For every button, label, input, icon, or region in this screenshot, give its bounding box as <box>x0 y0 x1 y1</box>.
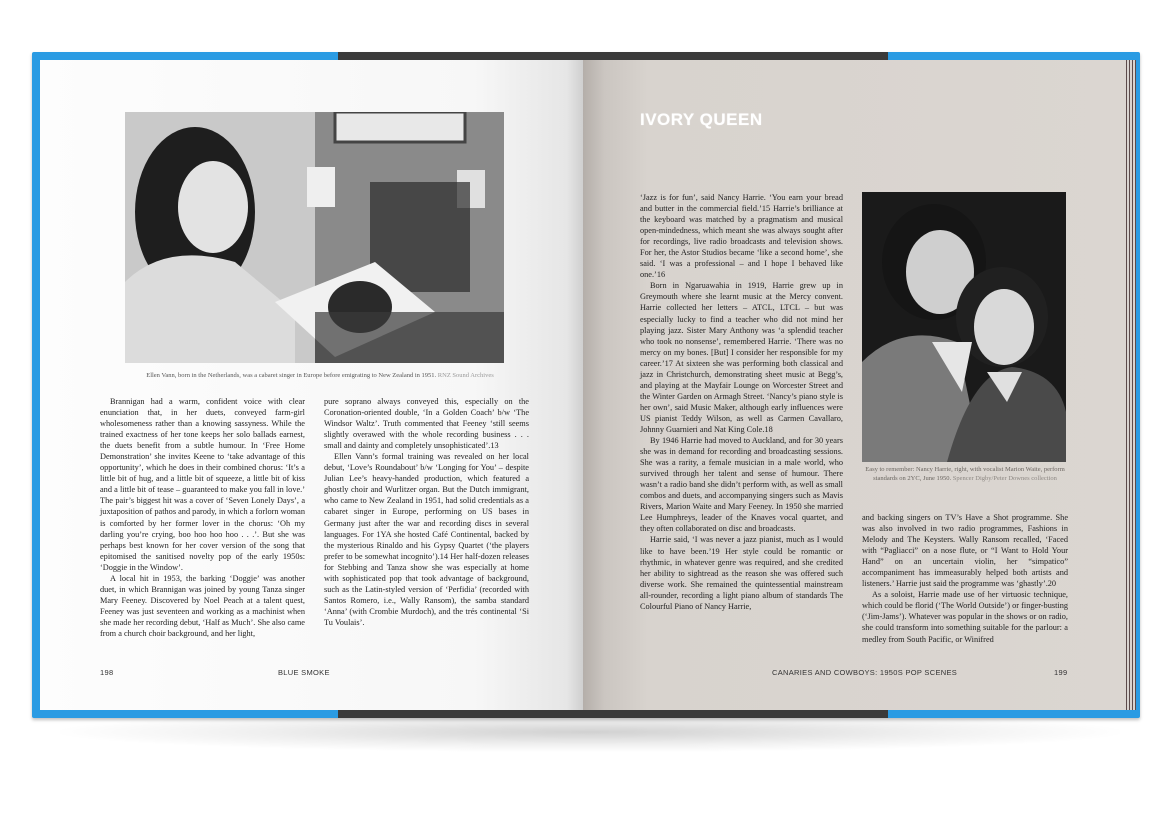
caption-credit: RNZ Sound Archives <box>437 372 494 379</box>
photo-ellen-vann <box>125 112 504 363</box>
paragraph: ‘Jazz is for fun’, said Nancy Harrie. ‘You earn your bread and butter in the commercial field.’15 Harrie’s brilliance at the keyboard was matched by a pragmatism and musical open-mindedness, which meant she was always sought after for recordings, live radio broadcasts and television shows. For her, the Astor Studios became ‘like a second home’, she said. ‘I was a professional – and I hope I behaved like one.’16 <box>640 193 843 280</box>
paragraph: Harrie said, ‘I was never a jazz pianist, much as I would like to have been.’19 Her style could be romantic or rhythmic, in whatever genre was required, and she credited her ability to sightread as the reason she was offered such diverse work. She remained the quintessential mainstream all-rounder, recording a light piano album of standards The Colourful Piano of Nancy Harrie, <box>640 535 843 611</box>
page-number-right: 199 <box>1054 668 1068 677</box>
paragraph: As a soloist, Harrie made use of her virtuosic technique, which could be florid (‘The World Outside’) or finger-busting (‘Jim-Jams’). Whatever was popular in the shows or on radio, she could transform into something suitable for the parlour: a medley from South Pacific, or Winifred <box>862 590 1068 644</box>
paragraph: Born in Ngaruawahia in 1919, Harrie grew up in Greymouth where she learnt music at the Mercy convent. Harrie collected her letters – ATCL, LTCL – but was especially lucky to find a teacher who did not mind her playing jazz. Sister Mary Anthony was ‘a splendid teacher who took no nonsense’, remembered Harrie. ‘There was no mercy on my bones. [But] I consider her responsible for my career.’17 At sixteen she was performing both classical and jazz in Christchurch, demonstrating sheet music at Begg’s, and playing at the Mayfair Lounge on Worcester Street and the Winter Garden on Armagh Street. ‘Nancy’s piano style is her own’, said Music Maker, although early influences were US pianist Teddy Wilson, as well as Carmen Cavallaro, Johnny Guarnieri and Nat King Cole.18 <box>640 281 843 434</box>
left-column-2 <box>324 396 529 628</box>
paragraph: Brannigan had a warm, confident voice with clear enunciation that, in her duets, conveyed farm-girl wholesomeness rather than a knowing sassyness. While the trained exactness of her tone keeps her solo ballads earnest, the duets benefit from a subtle humour. In ‘Free Home Demonstration’ she invites Keene to ‘take advantage of this opportunity’, which he does in their combined chorus: ‘It’s a little bit of hug, and a little bit of squeeze, a little bit of kiss and a little bit of tease – guaranteed to make you fall in love.’ The pair’s biggest hit was a cover of ‘Seven Lonely Days’, a juxtaposition of pathos and parody, in which a forlorn woman is comforted by her former lover in the chorus: ‘Oh my darling you’re crying, boo hoo hoo hoo . . .’. But she was perhaps best known for her cover version of the song that epitomised the sanitised novelty pop of the early 1950s: ‘Doggie in the Window’. <box>100 397 305 572</box>
photo-caption-right <box>862 466 1068 483</box>
caption-text: Ellen Vann, born in the Netherlands, was a cabaret singer in Europe before emigrating to New Zealand in 1951. <box>146 372 437 379</box>
spine-bottom <box>338 710 888 718</box>
page-edges <box>1126 60 1136 710</box>
paragraph: By 1946 Harrie had moved to Auckland, and for 30 years she was in demand for recording and broadcasting sessions. She was a rarity, a female musician in a male world, who survived through her talent and sense of humour. There wasn’t a radio band she didn’t perform with, as well as small combos and duets, and accompanying singers such as Mavis Rivers, Marion Waite and Mary Feeney. In 1950 she married Lee Humphreys, leader of the Knaves vocal quartet, and they often collaborated on disc and broadcasts. <box>640 436 843 534</box>
spine-top <box>338 52 888 60</box>
paragraph: A local hit in 1953, the barking ‘Doggie’ was another duet, in which Brannigan was joined by young Tanza singer Mary Feeney. Discovered by Noel Peach at a talent quest, Feeney was just seventeen and working as a machinist when she made her recording debut, ‘Half as Much’. She also came from a church choir background, and her light, <box>100 573 305 638</box>
photo-ellen-vann-illustration <box>125 112 504 363</box>
paragraph: Ellen Vann’s formal training was revealed on her local debut, ‘Love’s Roundabout’ b/w ‘Longing for You’ – despite Julian Lee’s heavy-handed production, which featured a ghostly choir and Wurlitzer organ. But the Dutch immigrant, who came to New Zealand in 1951, had solid credentials as a cabaret singer in Europe, performing on US bases in Germany just after the war and recording discs in several languages. For 1YA she hosted Café Continental, backed by the mysterious Rinaldo and his Gypsy Quartet (‘the players prefer to be somewhat incognito’).14 Her half-dozen releases for Stebbing and Tanza show she was especially at home with sophisticated pop that took advantage of background, such as the Latin-styled version of ‘Perfidia’ (recorded with Santos Romero, i.e., Wally Ransom), the samba standard ‘Anna’ (with Crombie Murdoch), and the trés continental ‘Si Tu Voulais’. <box>324 452 529 627</box>
running-head-left: BLUE SMOKE <box>278 668 330 677</box>
section-title: IVORY QUEEN <box>640 110 763 129</box>
right-column-1 <box>640 192 843 612</box>
paragraph: and backing singers on TV’s Have a Shot programme. She was also involved in two radio programmes, Fashions in Melody and The Keysters. Wally Ransom recalled, ‘Faced with “Pagliacci” on a nose flute, or “I Want to Hold Your Hand” on an uncertain violin, her “simpatico” accompaniment has immeasurably helped both artists and listeners.’ Harrie just said the programme was ‘ghastly’.20 <box>862 513 1068 589</box>
book-shadow <box>60 712 1120 752</box>
photo-nancy-harrie <box>862 192 1066 462</box>
right-column-2 <box>862 512 1068 645</box>
page-number-left: 198 <box>100 668 114 677</box>
caption-credit: Spencer Digby/Peter Downes collection <box>952 474 1057 482</box>
photo-caption-left <box>130 372 510 381</box>
paragraph: pure soprano always conveyed this, especially on the Coronation-oriented double, ‘In a Golden Coach’ b/w ‘The Windsor Waltz’. Truth commented that Feeney ‘still seems slightly overawed with the whole recording business . . . small and dainty and completely unsophisticated’.13 <box>324 397 529 451</box>
photo-nancy-harrie-illustration <box>862 192 1066 462</box>
left-column-1 <box>100 396 305 639</box>
running-head-right: CANARIES AND COWBOYS: 1950S POP SCENES <box>772 668 958 677</box>
caption-text: Easy to remember: Nancy Harrie, right, with vocalist Marion Waite, perform standards on 2YC, June 1950. <box>865 466 1065 482</box>
